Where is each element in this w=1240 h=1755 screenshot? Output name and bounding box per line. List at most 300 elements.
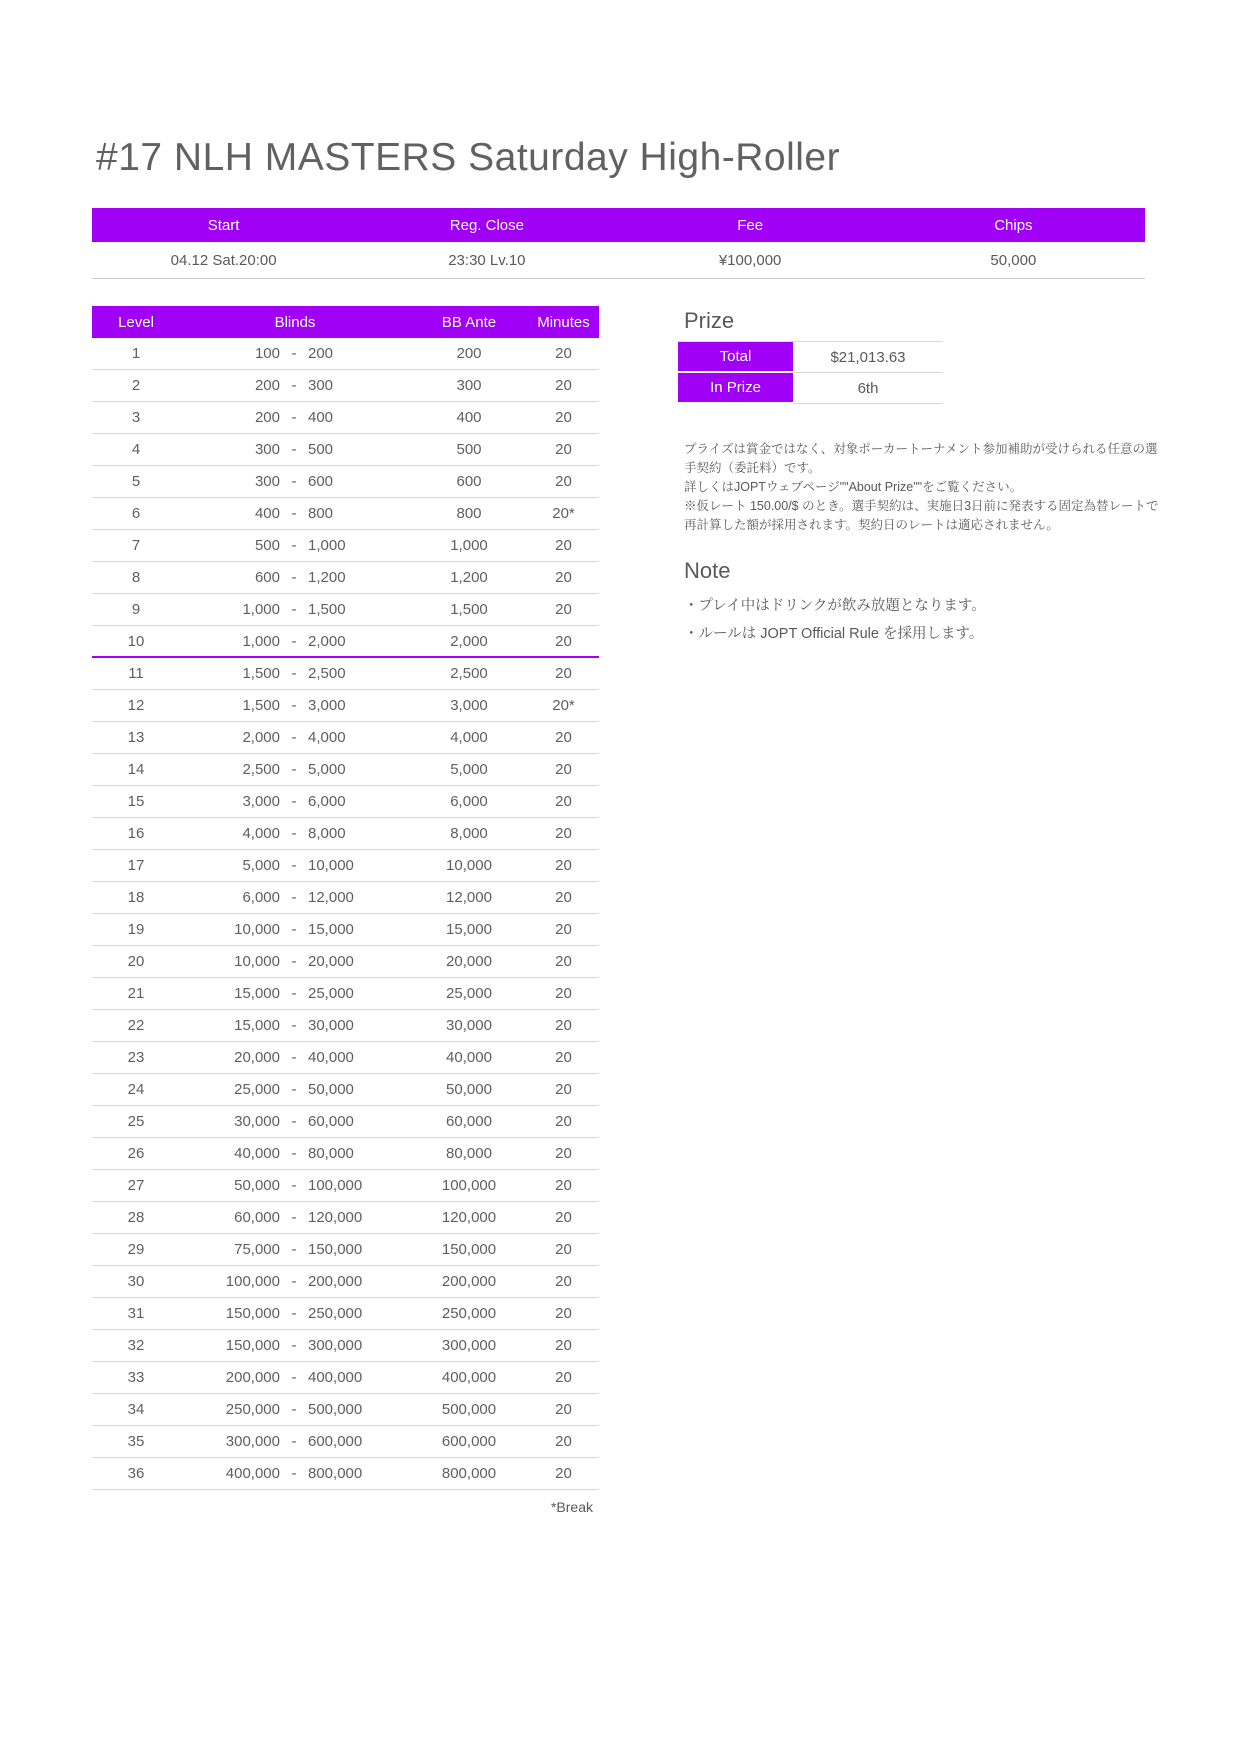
minutes-cell: 20 bbox=[555, 1465, 572, 1482]
minutes-cell: 20 bbox=[555, 377, 572, 394]
blinds-separator: - bbox=[291, 921, 297, 938]
structure-row bbox=[92, 1042, 599, 1074]
small-blind-value: 10,000 bbox=[234, 921, 280, 938]
big-blind-value: 50,000 bbox=[308, 1081, 354, 1098]
big-blind-value: 1,500 bbox=[308, 601, 346, 618]
blinds-cell bbox=[180, 505, 410, 522]
structure-row bbox=[92, 818, 599, 850]
blinds-cell bbox=[180, 761, 410, 778]
blinds-cell bbox=[180, 953, 410, 970]
blinds-cell bbox=[180, 1369, 410, 1386]
structure-row bbox=[92, 530, 599, 562]
blinds-separator: - bbox=[291, 1049, 297, 1066]
blinds-separator: - bbox=[291, 601, 297, 618]
big-blind-value: 250,000 bbox=[308, 1305, 363, 1322]
level-cell: 21 bbox=[127, 985, 145, 1002]
small-blind-value: 5,000 bbox=[242, 857, 280, 874]
big-blind-value: 100,000 bbox=[308, 1177, 363, 1194]
big-blind-value: 60,000 bbox=[308, 1113, 354, 1130]
blinds-cell bbox=[180, 793, 410, 810]
structure-row bbox=[92, 1106, 599, 1138]
structure-row bbox=[92, 338, 599, 370]
structure-row bbox=[92, 1426, 599, 1458]
structure-row bbox=[92, 754, 599, 786]
bb-ante-cell: 1,500 bbox=[450, 601, 488, 618]
tournament-info-table bbox=[92, 208, 1145, 279]
bb-ante-cell: 2,500 bbox=[450, 665, 488, 682]
blinds-separator: - bbox=[291, 473, 297, 490]
blinds-cell bbox=[180, 601, 410, 618]
minutes-cell: 20 bbox=[555, 953, 572, 970]
big-blind-value: 800,000 bbox=[308, 1465, 363, 1482]
level-cell: 13 bbox=[127, 729, 145, 746]
small-blind-value: 150,000 bbox=[225, 1337, 280, 1354]
info-header-fee: Fee bbox=[737, 216, 764, 234]
big-blind-value: 1,200 bbox=[308, 569, 346, 586]
blinds-cell bbox=[180, 985, 410, 1002]
blinds-cell bbox=[180, 825, 410, 842]
info-value-start: 04.12 Sat.20:00 bbox=[170, 251, 277, 269]
blinds-cell bbox=[180, 537, 410, 554]
blinds-separator: - bbox=[291, 1017, 297, 1034]
info-header-row bbox=[92, 208, 1145, 242]
minutes-cell: 20 bbox=[555, 345, 572, 362]
blinds-separator: - bbox=[291, 665, 297, 682]
big-blind-value: 800 bbox=[308, 505, 334, 522]
blinds-cell bbox=[180, 1209, 410, 1226]
structure-row bbox=[92, 1330, 599, 1362]
structure-row bbox=[92, 1362, 599, 1394]
minutes-cell: 20 bbox=[555, 761, 572, 778]
level-cell: 28 bbox=[127, 1209, 145, 1226]
bb-ante-cell: 600,000 bbox=[441, 1433, 497, 1450]
bb-ante-cell: 50,000 bbox=[446, 1081, 492, 1098]
small-blind-value: 20,000 bbox=[234, 1049, 280, 1066]
blinds-cell bbox=[180, 729, 410, 746]
structure-row bbox=[92, 1394, 599, 1426]
big-blind-value: 6,000 bbox=[308, 793, 346, 810]
bb-ante-cell: 400,000 bbox=[441, 1369, 497, 1386]
blinds-separator: - bbox=[291, 889, 297, 906]
blinds-separator: - bbox=[291, 1081, 297, 1098]
level-cell: 25 bbox=[127, 1113, 145, 1130]
minutes-cell: 20 bbox=[555, 1273, 572, 1290]
blinds-separator: - bbox=[291, 409, 297, 426]
small-blind-value: 300,000 bbox=[225, 1433, 280, 1450]
blinds-separator: - bbox=[291, 1177, 297, 1194]
big-blind-value: 25,000 bbox=[308, 985, 354, 1002]
small-blind-value: 15,000 bbox=[234, 1017, 280, 1034]
level-cell: 7 bbox=[131, 537, 141, 554]
small-blind-value: 250,000 bbox=[225, 1401, 280, 1418]
blinds-separator: - bbox=[291, 569, 297, 586]
blinds-separator: - bbox=[291, 1209, 297, 1226]
small-blind-value: 15,000 bbox=[234, 985, 280, 1002]
structure-row bbox=[92, 850, 599, 882]
level-cell: 30 bbox=[127, 1273, 145, 1290]
level-cell: 10 bbox=[127, 632, 145, 650]
blinds-cell bbox=[180, 569, 410, 586]
big-blind-value: 2,000 bbox=[308, 632, 346, 650]
minutes-cell: 20 bbox=[555, 793, 572, 810]
blinds-separator: - bbox=[291, 537, 297, 554]
note-section bbox=[684, 558, 1164, 648]
blinds-cell bbox=[180, 409, 410, 426]
level-cell: 5 bbox=[131, 473, 141, 490]
minutes-cell: 20 bbox=[555, 1433, 572, 1450]
structure-row bbox=[92, 498, 599, 530]
level-cell: 18 bbox=[127, 889, 145, 906]
big-blind-value: 80,000 bbox=[308, 1145, 354, 1162]
big-blind-value: 500 bbox=[308, 441, 334, 458]
structure-row bbox=[92, 562, 599, 594]
big-blind-value: 600,000 bbox=[308, 1433, 363, 1450]
blinds-cell bbox=[180, 857, 410, 874]
structure-row bbox=[92, 626, 599, 658]
big-blind-value: 150,000 bbox=[308, 1241, 363, 1258]
structure-row bbox=[92, 466, 599, 498]
header-blinds: Blinds bbox=[274, 313, 316, 331]
bb-ante-cell: 250,000 bbox=[441, 1305, 497, 1322]
structure-row bbox=[92, 434, 599, 466]
minutes-cell: 20 bbox=[555, 1017, 572, 1034]
bb-ante-cell: 1,000 bbox=[450, 537, 488, 554]
blinds-separator: - bbox=[291, 1273, 297, 1290]
bb-ante-cell: 5,000 bbox=[450, 761, 488, 778]
minutes-cell: 20* bbox=[552, 505, 575, 522]
blinds-separator: - bbox=[291, 761, 297, 778]
bb-ante-cell: 20,000 bbox=[446, 953, 492, 970]
structure-row bbox=[92, 658, 599, 690]
level-cell: 27 bbox=[127, 1177, 145, 1194]
level-cell: 20 bbox=[127, 953, 145, 970]
minutes-cell: 20 bbox=[555, 632, 572, 650]
prize-total-value: $21,013.63 bbox=[793, 342, 943, 373]
blinds-separator: - bbox=[291, 1145, 297, 1162]
blinds-cell bbox=[180, 1465, 410, 1482]
bb-ante-cell: 2,000 bbox=[450, 632, 488, 650]
structure-row bbox=[92, 786, 599, 818]
big-blind-value: 400 bbox=[308, 409, 334, 426]
blinds-cell bbox=[180, 1113, 410, 1130]
level-cell: 22 bbox=[127, 1017, 145, 1034]
minutes-cell: 20 bbox=[555, 1049, 572, 1066]
small-blind-value: 300 bbox=[254, 441, 280, 458]
minutes-cell: 20 bbox=[555, 1241, 572, 1258]
level-cell: 1 bbox=[131, 345, 141, 362]
header-minutes: Minutes bbox=[537, 313, 590, 331]
small-blind-value: 200 bbox=[254, 377, 280, 394]
small-blind-value: 1,000 bbox=[242, 601, 280, 618]
structure-row bbox=[92, 594, 599, 626]
level-cell: 35 bbox=[127, 1433, 145, 1450]
blinds-separator: - bbox=[291, 1401, 297, 1418]
structure-row bbox=[92, 1074, 599, 1106]
level-cell: 14 bbox=[127, 761, 145, 778]
blinds-cell bbox=[180, 1305, 410, 1322]
big-blind-value: 5,000 bbox=[308, 761, 346, 778]
minutes-cell: 20 bbox=[555, 601, 572, 618]
blinds-separator: - bbox=[291, 505, 297, 522]
prize-in-prize-value: 6th bbox=[793, 373, 943, 404]
structure-row bbox=[92, 882, 599, 914]
prize-row-in-prize bbox=[678, 373, 943, 404]
bb-ante-cell: 1,200 bbox=[450, 569, 488, 586]
big-blind-value: 15,000 bbox=[308, 921, 354, 938]
minutes-cell: 20 bbox=[555, 1209, 572, 1226]
small-blind-value: 200,000 bbox=[225, 1369, 280, 1386]
level-cell: 23 bbox=[127, 1049, 145, 1066]
structure-row bbox=[92, 1202, 599, 1234]
blinds-cell bbox=[180, 889, 410, 906]
bb-ante-cell: 30,000 bbox=[446, 1017, 492, 1034]
blinds-separator: - bbox=[291, 441, 297, 458]
blinds-separator: - bbox=[291, 1465, 297, 1482]
blinds-separator: - bbox=[291, 1305, 297, 1322]
minutes-cell: 20 bbox=[555, 1081, 572, 1098]
prize-row-total bbox=[678, 342, 943, 373]
small-blind-value: 1,000 bbox=[242, 632, 280, 650]
blinds-cell bbox=[180, 345, 410, 362]
small-blind-value: 60,000 bbox=[234, 1209, 280, 1226]
big-blind-value: 300 bbox=[308, 377, 334, 394]
minutes-cell: 20 bbox=[555, 921, 572, 938]
level-cell: 17 bbox=[127, 857, 145, 874]
structure-row bbox=[92, 1234, 599, 1266]
minutes-cell: 20 bbox=[555, 825, 572, 842]
small-blind-value: 100 bbox=[254, 345, 280, 362]
bb-ante-cell: 300,000 bbox=[441, 1337, 497, 1354]
level-cell: 2 bbox=[131, 377, 141, 394]
big-blind-value: 12,000 bbox=[308, 889, 354, 906]
bb-ante-cell: 400 bbox=[456, 409, 482, 426]
bb-ante-cell: 6,000 bbox=[450, 793, 488, 810]
small-blind-value: 600 bbox=[254, 569, 280, 586]
level-cell: 24 bbox=[127, 1081, 145, 1098]
blinds-cell bbox=[180, 1081, 410, 1098]
big-blind-value: 4,000 bbox=[308, 729, 346, 746]
blinds-cell bbox=[180, 1049, 410, 1066]
bb-ante-cell: 200,000 bbox=[441, 1273, 497, 1290]
minutes-cell: 20 bbox=[555, 569, 572, 586]
level-cell: 11 bbox=[128, 665, 144, 682]
structure-row bbox=[92, 1458, 599, 1490]
prize-disclaimer bbox=[684, 440, 1164, 535]
small-blind-value: 50,000 bbox=[234, 1177, 280, 1194]
big-blind-value: 300,000 bbox=[308, 1337, 363, 1354]
structure-header-row bbox=[92, 306, 599, 338]
level-cell: 32 bbox=[127, 1337, 145, 1354]
structure-row bbox=[92, 914, 599, 946]
blinds-separator: - bbox=[291, 377, 297, 394]
bb-ante-cell: 200 bbox=[456, 345, 482, 362]
page-title: #17 NLH MASTERS Saturday High-Roller bbox=[96, 136, 841, 179]
blinds-separator: - bbox=[291, 697, 297, 714]
small-blind-value: 4,000 bbox=[242, 825, 280, 842]
prize-in-prize-label: In Prize bbox=[678, 373, 793, 404]
blinds-separator: - bbox=[291, 729, 297, 746]
minutes-cell: 20 bbox=[555, 1113, 572, 1130]
note-item: ・ルールは JOPT Official Rule を採用します。 bbox=[684, 626, 984, 642]
level-cell: 12 bbox=[127, 697, 145, 714]
bb-ante-cell: 25,000 bbox=[446, 985, 492, 1002]
small-blind-value: 500 bbox=[254, 537, 280, 554]
level-cell: 33 bbox=[127, 1369, 145, 1386]
big-blind-value: 3,000 bbox=[308, 697, 346, 714]
small-blind-value: 10,000 bbox=[234, 953, 280, 970]
level-cell: 3 bbox=[131, 409, 141, 426]
level-cell: 19 bbox=[127, 921, 145, 938]
blinds-cell bbox=[180, 1433, 410, 1450]
small-blind-value: 150,000 bbox=[225, 1305, 280, 1322]
blinds-cell bbox=[180, 441, 410, 458]
small-blind-value: 400 bbox=[254, 505, 280, 522]
small-blind-value: 40,000 bbox=[234, 1145, 280, 1162]
structure-row bbox=[92, 946, 599, 978]
prize-heading: Prize bbox=[684, 308, 735, 333]
big-blind-value: 8,000 bbox=[308, 825, 346, 842]
bb-ante-cell: 120,000 bbox=[441, 1209, 497, 1226]
header-level: Level bbox=[118, 313, 154, 331]
minutes-cell: 20 bbox=[555, 1401, 572, 1418]
small-blind-value: 100,000 bbox=[225, 1273, 280, 1290]
info-value-reg-close: 23:30 Lv.10 bbox=[448, 251, 526, 269]
blinds-separator: - bbox=[291, 345, 297, 362]
info-value-row bbox=[92, 242, 1145, 279]
blinds-cell bbox=[180, 665, 410, 682]
bb-ante-cell: 15,000 bbox=[446, 921, 492, 938]
info-header-start: Start bbox=[207, 216, 240, 234]
small-blind-value: 75,000 bbox=[234, 1241, 280, 1258]
info-value-chips: 50,000 bbox=[990, 251, 1037, 269]
disclaimer-line: ※仮レート 150.00/$ のとき。選手契約は、実施日3日前に発表する固定為替レートで bbox=[684, 499, 1159, 513]
structure-row bbox=[92, 978, 599, 1010]
structure-row bbox=[92, 722, 599, 754]
blinds-separator: - bbox=[291, 825, 297, 842]
minutes-cell: 20 bbox=[555, 409, 572, 426]
disclaimer-line: 詳しくはJOPTウェブページ""About Prize""をご覧ください。 bbox=[684, 480, 1023, 494]
blinds-cell bbox=[180, 1273, 410, 1290]
structure-row bbox=[92, 1138, 599, 1170]
blinds-cell bbox=[180, 921, 410, 938]
prize-table bbox=[678, 341, 943, 404]
minutes-cell: 20 bbox=[555, 729, 572, 746]
small-blind-value: 1,500 bbox=[242, 697, 280, 714]
blinds-cell bbox=[180, 1337, 410, 1354]
blinds-separator: - bbox=[291, 857, 297, 874]
blinds-separator: - bbox=[291, 1241, 297, 1258]
blinds-separator: - bbox=[291, 1369, 297, 1386]
prize-section bbox=[678, 308, 943, 404]
bb-ante-cell: 500 bbox=[456, 441, 482, 458]
bb-ante-cell: 800,000 bbox=[441, 1465, 497, 1482]
minutes-cell: 20 bbox=[555, 889, 572, 906]
small-blind-value: 400,000 bbox=[225, 1465, 280, 1482]
structure-rows bbox=[92, 338, 599, 1490]
blinds-cell bbox=[180, 1401, 410, 1418]
bb-ante-cell: 150,000 bbox=[441, 1241, 497, 1258]
blinds-cell bbox=[180, 1017, 410, 1034]
bb-ante-cell: 3,000 bbox=[450, 697, 488, 714]
small-blind-value: 200 bbox=[254, 409, 280, 426]
bb-ante-cell: 60,000 bbox=[446, 1113, 492, 1130]
bb-ante-cell: 12,000 bbox=[446, 889, 492, 906]
level-cell: 16 bbox=[127, 825, 145, 842]
structure-row bbox=[92, 1170, 599, 1202]
minutes-cell: 20 bbox=[555, 1369, 572, 1386]
disclaimer-line: プライズは賞金ではなく、対象ポーカートーナメント参加補助が受けられる任意の選 bbox=[684, 442, 1158, 456]
prize-total-label: Total bbox=[678, 342, 793, 373]
blinds-separator: - bbox=[291, 1113, 297, 1130]
blinds-cell bbox=[180, 473, 410, 490]
level-cell: 9 bbox=[131, 601, 141, 618]
note-item: ・プレイ中はドリンクが飲み放題となります。 bbox=[684, 598, 986, 614]
minutes-cell: 20 bbox=[555, 985, 572, 1002]
bb-ante-cell: 8,000 bbox=[450, 825, 488, 842]
bb-ante-cell: 100,000 bbox=[441, 1177, 497, 1194]
blinds-cell bbox=[180, 1177, 410, 1194]
blinds-separator: - bbox=[291, 632, 297, 650]
small-blind-value: 3,000 bbox=[242, 793, 280, 810]
bb-ante-cell: 10,000 bbox=[446, 857, 492, 874]
bb-ante-cell: 300 bbox=[456, 377, 482, 394]
big-blind-value: 20,000 bbox=[308, 953, 354, 970]
blind-structure-table bbox=[92, 306, 599, 1515]
minutes-cell: 20 bbox=[555, 665, 572, 682]
minutes-cell: 20 bbox=[555, 1337, 572, 1354]
structure-row bbox=[92, 370, 599, 402]
bb-ante-cell: 500,000 bbox=[441, 1401, 497, 1418]
bb-ante-cell: 80,000 bbox=[446, 1145, 492, 1162]
small-blind-value: 6,000 bbox=[242, 889, 280, 906]
blinds-separator: - bbox=[291, 985, 297, 1002]
small-blind-value: 2,500 bbox=[242, 761, 280, 778]
structure-row bbox=[92, 1010, 599, 1042]
minutes-cell: 20 bbox=[555, 441, 572, 458]
level-cell: 4 bbox=[131, 441, 141, 458]
small-blind-value: 2,000 bbox=[242, 729, 280, 746]
big-blind-value: 30,000 bbox=[308, 1017, 354, 1034]
minutes-cell: 20* bbox=[552, 697, 575, 714]
bb-ante-cell: 4,000 bbox=[450, 729, 488, 746]
blinds-separator: - bbox=[291, 1337, 297, 1354]
disclaimer-line: 再計算した額が採用されます。契約日のレートは適応されません。 bbox=[684, 518, 1059, 532]
level-cell: 6 bbox=[131, 505, 141, 522]
level-cell: 34 bbox=[127, 1401, 145, 1418]
level-cell: 26 bbox=[127, 1145, 145, 1162]
minutes-cell: 20 bbox=[555, 1305, 572, 1322]
structure-row bbox=[92, 1266, 599, 1298]
big-blind-value: 200,000 bbox=[308, 1273, 363, 1290]
big-blind-value: 200 bbox=[308, 345, 334, 362]
level-cell: 29 bbox=[127, 1241, 145, 1258]
minutes-cell: 20 bbox=[555, 473, 572, 490]
break-footnote: *Break bbox=[550, 1499, 593, 1515]
big-blind-value: 10,000 bbox=[308, 857, 354, 874]
level-cell: 31 bbox=[127, 1305, 145, 1322]
minutes-cell: 20 bbox=[555, 537, 572, 554]
structure-row bbox=[92, 402, 599, 434]
info-value-fee: ¥100,000 bbox=[718, 251, 782, 269]
structure-row bbox=[92, 1298, 599, 1330]
header-bb-ante: BB Ante bbox=[441, 313, 497, 331]
blinds-separator: - bbox=[291, 1433, 297, 1450]
bb-ante-cell: 40,000 bbox=[446, 1049, 492, 1066]
big-blind-value: 2,500 bbox=[308, 665, 346, 682]
big-blind-value: 400,000 bbox=[308, 1369, 363, 1386]
big-blind-value: 40,000 bbox=[308, 1049, 354, 1066]
small-blind-value: 1,500 bbox=[242, 665, 280, 682]
